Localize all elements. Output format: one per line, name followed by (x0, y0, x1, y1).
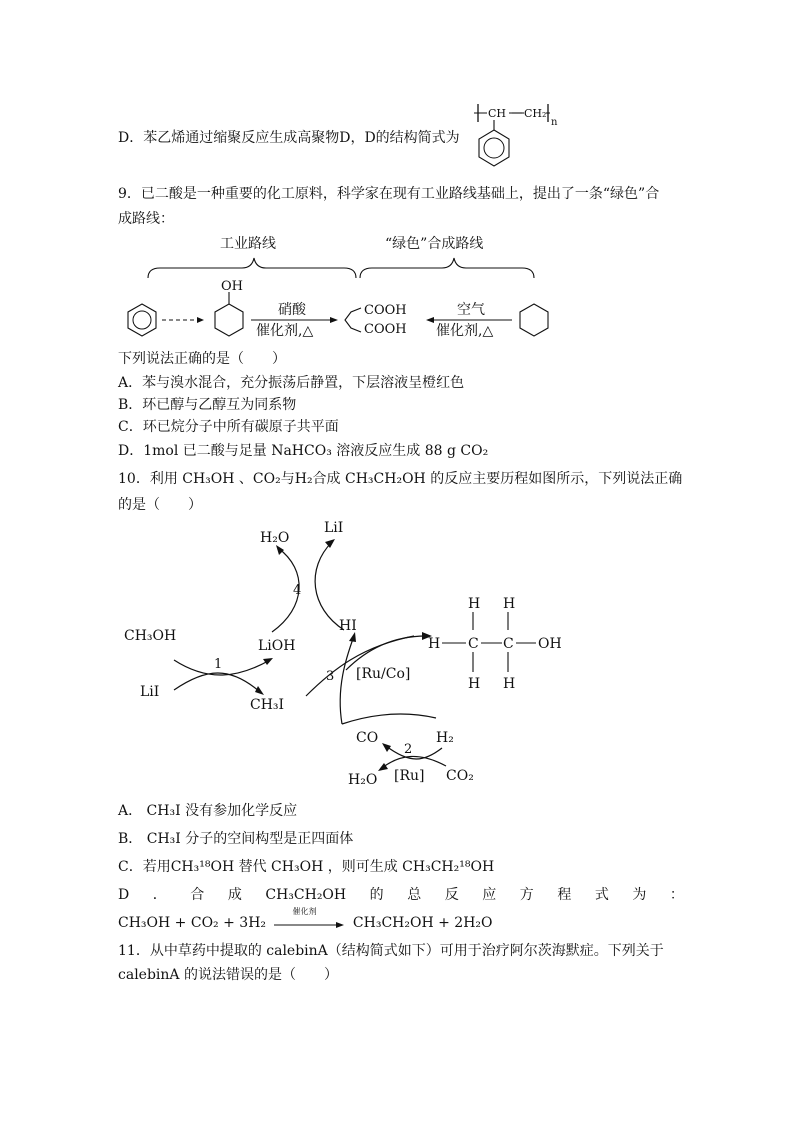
route-green-label: “绿色”合成路线 (385, 236, 484, 252)
route-industrial-label: 工业路线 (220, 236, 276, 252)
equation-arrow (274, 907, 344, 930)
q10-d-part: 反 (444, 887, 459, 903)
poly-n-label: n (551, 117, 558, 128)
q10-stem-line1: 10．利用 CH₃OH 、CO₂与H₂合成 CH₃CH₂OH 的反应主要历程如图所示，下列说法正确 (118, 471, 683, 487)
brace-industrial (148, 258, 356, 278)
ch3oh-label: CH₃OH (124, 628, 177, 644)
poly-ch-label: CH (488, 107, 507, 120)
q10-d-part: 为 (632, 887, 647, 903)
q10-option-a: A． CH₃I 没有参加化学反应 (118, 803, 298, 819)
q10-d-part: ： (669, 887, 684, 903)
cyclohexane (520, 304, 548, 336)
q8-option-d: D．苯乙烯通过缩聚反应生成高聚物D，D的结构简式为 (118, 130, 460, 146)
q9-option-b: B．环已醇与乙醇互为同系物 (118, 397, 297, 413)
lii-top-label: LiI (324, 520, 344, 536)
adipic-acid-structure (345, 303, 407, 337)
brace-green (360, 258, 534, 278)
q10-option-c: C．若用CH₃¹⁸OH 替代 CH₃OH ，则可生成 CH₃CH₂¹⁸OH (118, 859, 495, 875)
q9-stem-line2: 成路线： (118, 211, 174, 227)
q10-d-part: ． (152, 887, 167, 903)
q10-equation (118, 907, 493, 932)
ru-label: [Ru] (394, 768, 425, 784)
adipic-acid-route-diagram (120, 232, 560, 344)
q10-d-part: 成 (227, 887, 242, 903)
h2-label: H₂ (436, 730, 454, 746)
cyclohexanol (215, 279, 243, 336)
co-label: CO (356, 730, 379, 746)
cooh-bottom-label: COOH (364, 322, 407, 337)
lii-label: LiI (140, 684, 160, 700)
reagent-catalyst-left: 催化剂,△ (256, 323, 314, 339)
lioh-label: LiOH (258, 638, 296, 654)
h-left: H (428, 636, 441, 652)
q10-d-part: 合 (190, 887, 205, 903)
hi-label: HI (339, 618, 357, 634)
q11-stem-line2: calebinA 的说法错误的是（ ） (118, 967, 338, 983)
c-atom-1: C (468, 636, 479, 652)
reagent-nitric-acid: 硝酸 (278, 302, 306, 318)
h-bottom-2: H (503, 676, 516, 692)
step-3-label: 3 (326, 669, 335, 684)
ru-co-label: [Ru/Co] (356, 666, 411, 682)
step-1-label: 1 (214, 657, 223, 672)
polystyrene-structure (472, 100, 558, 180)
reaction-mechanism-diagram (110, 512, 570, 792)
oh-label: OH (221, 279, 243, 294)
q9-stem-line1: 9．已二酸是一种重要的化工原料，科学家在现有工业路线基础上，提出了一条“绿色”合 (118, 186, 660, 202)
h-top-1: H (468, 596, 481, 612)
equation-catalyst: 催化剂 (292, 907, 317, 916)
q10-d-part: 式 (594, 887, 609, 903)
h2o-top-label: H₂O (260, 530, 290, 546)
oh-group: OH (538, 636, 562, 652)
step-4-label: 4 (293, 583, 302, 598)
poly-ch2-label: CH₂ (524, 107, 547, 120)
q9-option-c: C．环已烷分子中所有碳原子共平面 (118, 419, 339, 435)
ch3i-label: CH₃I (250, 697, 285, 713)
h2o-bottom-label: H₂O (348, 772, 378, 788)
co2-label: CO₂ (446, 768, 474, 784)
h-bottom-1: H (468, 676, 481, 692)
reagent-catalyst-right: 催化剂,△ (436, 323, 494, 339)
benzene-ring (128, 304, 156, 336)
reagent-air: 空气 (457, 302, 485, 318)
q10-d-part: 方 (519, 887, 534, 903)
q10-d-part: 的 (369, 887, 384, 903)
q10-d-part: CH₃CH₂OH (265, 887, 347, 903)
equation-left: CH₃OH + CO₂ + 3H₂ (118, 915, 267, 931)
q10-d-part: 程 (557, 887, 572, 903)
c-atom-2: C (503, 636, 514, 652)
q10-stem-line2: 的是（ ） (118, 497, 202, 513)
q10-d-part: 应 (482, 887, 497, 903)
cooh-top-label: COOH (364, 303, 407, 318)
q10-d-part: 总 (407, 887, 422, 903)
q10-option-b: B． CH₃I 分子的空间构型是正四面体 (118, 831, 354, 847)
q10-d-part: D (118, 887, 130, 903)
q9-option-a: A．苯与溴水混合，充分振荡后静置，下层溶液呈橙红色 (118, 375, 465, 391)
q9-question: 下列说法正确的是（ ） (118, 351, 286, 367)
q10-option-d (118, 886, 684, 904)
q11-stem-line1: 11．从中草药中提取的 calebinA（结构简式如下）可用于治疗阿尔茨海默症。下列关于 (118, 943, 664, 959)
h-top-2: H (503, 596, 516, 612)
q9-option-d: D．1mol 已二酸与足量 NaHCO₃ 溶液反应生成 88 g CO₂ (118, 443, 489, 459)
equation-right: CH₃CH₂OH + 2H₂O (352, 915, 493, 931)
step-2-label: 2 (404, 742, 413, 757)
